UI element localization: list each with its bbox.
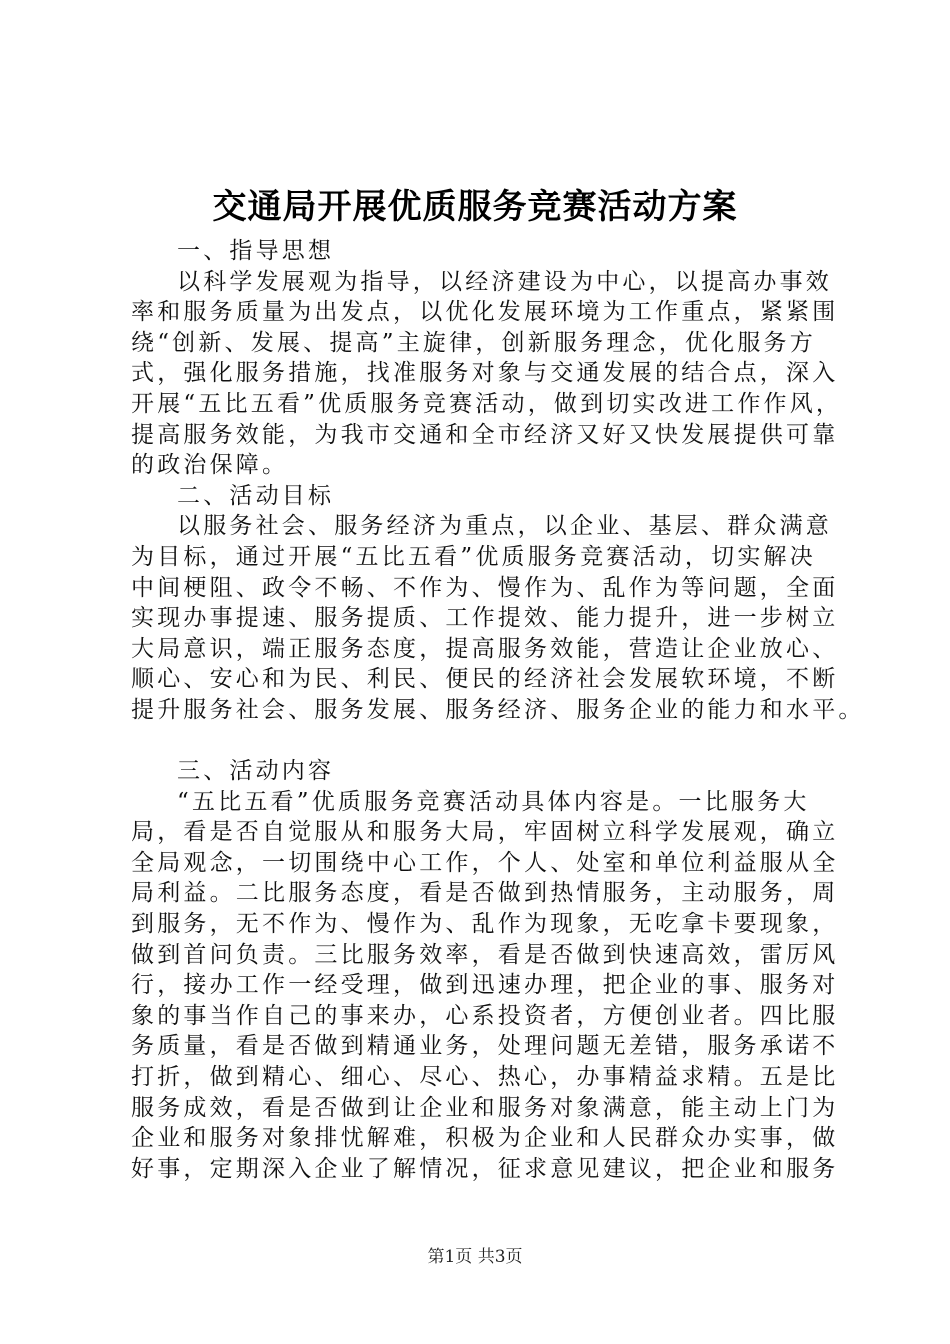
- paragraph-line: 率和服务质量为出发点，以优化发展环境为工作重点，紧紧围: [131, 299, 839, 326]
- paragraph-line: 大局意识，端正服务态度，提高服务效能，营造让企业放心、: [131, 635, 839, 662]
- paragraph-line: 的政治保障。: [131, 452, 289, 479]
- paragraph-line: 开展“五比五看”优质服务竞赛活动，做到切实改进工作作风，: [131, 390, 843, 417]
- paragraph-line: 打折，做到精心、细心、尽心、热心，办事精益求精。五是比: [131, 1064, 839, 1091]
- section-heading: 三、活动内容: [177, 758, 335, 785]
- document-title: 交通局开展优质服务竞赛活动方案: [212, 187, 738, 227]
- paragraph-line: 全局观念，一切围绕中心工作，个人、处室和单位利益服从全: [131, 849, 839, 876]
- paragraph-line: 到服务，无不作为、慢作为、乱作为现象，无吃拿卡要现象，: [131, 911, 839, 938]
- paragraph-line: 局，看是否自觉服从和服务大局，牢固树立科学发展观，确立: [131, 819, 839, 846]
- paragraph-line: 提升服务社会、服务发展、服务经济、服务企业的能力和水平。: [131, 696, 865, 723]
- paragraph-line: 服务成效，看是否做到让企业和服务对象满意，能主动上门为: [131, 1094, 839, 1121]
- paragraph-line: “五比五看”优质服务竞赛活动具体内容是。一比服务大: [177, 788, 810, 815]
- section-heading: 一、指导思想: [177, 238, 335, 264]
- paragraph-line: 务质量，看是否做到精通业务，处理问题无差错，服务承诺不: [131, 1033, 839, 1060]
- paragraph-line: 做到首问负责。三比服务效率，看是否做到快速高效，雷厉风: [131, 941, 839, 968]
- page-number-footer: 第1页 共3页: [427, 1247, 523, 1267]
- paragraph-line: 象的事当作自己的事来办，心系投资者，方便创业者。四比服: [131, 1002, 839, 1029]
- paragraph-line: 提高服务效能，为我市交通和全市经济又好又快发展提供可靠: [131, 421, 839, 448]
- paragraph-line: 行，接办工作一经受理，做到迅速办理，把企业的事、服务对: [131, 972, 839, 999]
- paragraph-line: 实现办事提速、服务提质、工作提效、能力提升，进一步树立: [131, 605, 839, 632]
- paragraph-line: 绕“创新、发展、提高”主旋律，创新服务理念，优化服务方: [131, 329, 816, 356]
- paragraph-line: 式，强化服务措施，找准服务对象与交通发展的结合点，深入: [131, 360, 839, 387]
- blank-line: [131, 726, 831, 757]
- paragraph-line: 中间梗阻、政令不畅、不作为、慢作为、乱作为等问题，全面: [131, 574, 839, 601]
- paragraph-line: 好事，定期深入企业了解情况，征求意见建议，把企业和服务: [131, 1155, 839, 1182]
- section-heading: 二、活动目标: [177, 482, 335, 509]
- paragraph-line: 企业和服务对象排忧解难，积极为企业和人民群众办实事，做: [131, 1125, 839, 1152]
- paragraph-line: 为目标，通过开展“五比五看”优质服务竞赛活动，切实解决: [131, 543, 816, 570]
- paragraph-line: 顺心、安心和为民、利民、便民的经济社会发展软环境，不断: [131, 666, 839, 693]
- paragraph-line: 以科学发展观为指导，以经济建设为中心，以提高办事效: [177, 268, 832, 295]
- paragraph-line: 以服务社会、服务经济为重点，以企业、基层、群众满意: [177, 513, 832, 540]
- paragraph-line: 局利益。二比服务态度，看是否做到热情服务，主动服务，周: [131, 880, 839, 907]
- document-body: [131, 236, 865, 1184]
